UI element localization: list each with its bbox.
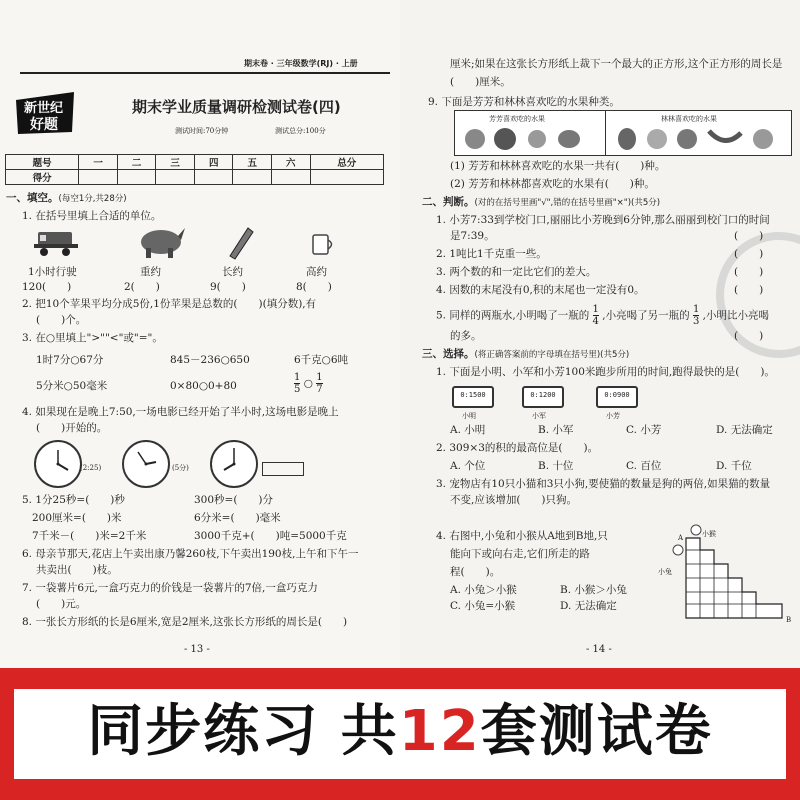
stopwatch-display: 0:0900	[596, 386, 638, 408]
choice-4-cont: 程( )。	[450, 566, 501, 578]
point-b-label: B	[786, 616, 792, 624]
table-cell: 五	[233, 155, 272, 170]
rhino-icon	[136, 222, 186, 260]
q1-answer[interactable]: 120( )	[22, 281, 72, 293]
table-cell[interactable]	[117, 170, 156, 185]
fruit-panel	[454, 110, 792, 156]
fruit-icons-left	[461, 125, 601, 153]
q1-answer[interactable]: 8( )	[296, 281, 332, 293]
clock-tag: (2:25)	[80, 464, 102, 472]
q1-label: 长约	[222, 266, 243, 278]
rabbit-label: 小兔	[658, 568, 672, 576]
q5-item[interactable]: 3000千克+( )吨=5000千克	[194, 530, 347, 542]
question-7-cont: ( )元。	[36, 598, 87, 610]
q5-item[interactable]: 5. 1分25秒=( )秒	[22, 494, 125, 506]
question-8: 8. 一张长方形纸的长是6厘米,宽是2厘米,这张长方形纸的周长是( )	[22, 616, 348, 628]
option[interactable]: C. 小芳	[626, 424, 662, 436]
fruit-right-label: 林林喜欢吃的水果	[661, 115, 717, 123]
q5-item[interactable]: 200厘米=( )米	[32, 512, 122, 524]
question-3: 3. 在○里填上">""<"或"="。	[22, 332, 163, 344]
judge-1-cont: 是7:39。	[450, 230, 495, 242]
table-cell[interactable]	[156, 170, 195, 185]
table-cell: 六	[272, 155, 311, 170]
question-6: 6. 母亲节那天,花店上午卖出康乃馨260枝,下午卖出190枝,上午和下午一	[22, 548, 359, 560]
pencil-icon	[226, 224, 256, 260]
judge-answer[interactable]: ( )	[734, 330, 764, 342]
choice-4: 4. 右图中,小兔和小猴从A地到B地,只	[436, 530, 608, 542]
question-4: 4. 如果现在是晚上7:50,一场电影已经开始了半小时,这场电影是晚上	[22, 406, 339, 418]
option[interactable]: A. 小兔＞小猴	[450, 584, 517, 596]
clock-icon	[210, 440, 258, 488]
clock-icon	[34, 440, 82, 488]
promo-text: 同步练习 共12套测试卷	[87, 699, 713, 764]
staircase-diagram	[656, 524, 796, 624]
fruit-left-label: 芳芳喜欢吃的水果	[489, 115, 545, 123]
choice-1: 1. 下面是小明、小军和小芳100米跑步所用的时间,跑得最快的是( )。	[436, 366, 775, 378]
table-cell: 二	[117, 155, 156, 170]
table-cell: 总分	[310, 155, 383, 170]
exam-time: 测试时间:70分钟	[175, 127, 229, 135]
section-2-title: 二、判断。(对的在括号里画"√",错的在括号里画"×")(共5分)	[422, 196, 661, 208]
judge-2: 2. 1吨比1千克重一些。	[436, 248, 547, 260]
table-row	[6, 170, 384, 185]
table-cell: 四	[194, 155, 233, 170]
question-8-cont: 厘米;如果在这张长方形纸上裁下一个最大的正方形,这个正方形的周长是	[450, 58, 783, 70]
section-3-title: 三、选择。(将正确答案前的字母填在括号里)(共5分)	[422, 348, 630, 360]
exam-title: 期末学业质量调研检测试卷(四)	[132, 98, 341, 116]
option[interactable]: A. 小明	[450, 424, 486, 436]
q3-fraction-compare[interactable]: $\frac{1}{5}$ ○ $\frac{1}{7}$	[294, 372, 323, 395]
question-8-cont: ( )厘米。	[450, 76, 511, 88]
judge-answer[interactable]: ( )	[734, 230, 764, 242]
q3-item[interactable]: 0×80○0+80	[170, 380, 237, 392]
cup-icon	[310, 232, 336, 258]
option[interactable]: A. 个位	[450, 460, 486, 472]
question-9: 9. 下面是芳芳和林林喜欢吃的水果种类。	[428, 96, 620, 108]
point-a-label: A	[678, 534, 684, 542]
page-header: 期末卷 · 三年级数学(RJ) · 上册	[244, 59, 358, 68]
stopwatch-display: 0:1500	[452, 386, 494, 408]
judge-5-cont: 的多。	[450, 330, 482, 342]
clock-icon	[122, 440, 170, 488]
option[interactable]: D. 无法确定	[716, 424, 773, 436]
logo-line2: 好题	[30, 117, 58, 133]
promo-highlight: 12	[398, 699, 481, 764]
fraction: $\frac{1}{7}$	[316, 372, 323, 395]
judge-answer[interactable]: ( )	[734, 266, 764, 278]
page-number: - 14 -	[586, 644, 612, 655]
table-cell[interactable]	[272, 170, 311, 185]
stopwatch-display: 0:1200	[522, 386, 564, 408]
choice-3-cont: 不变,应该增加( )只狗。	[450, 494, 578, 506]
option[interactable]: B. 十位	[538, 460, 574, 472]
brand-logo	[14, 86, 78, 138]
option[interactable]: D. 千位	[716, 460, 752, 472]
question-2: 2. 把10个苹果平均分成5份,1份苹果是总数的( )(填分数),有	[22, 298, 317, 310]
monkey-label: 小猴	[702, 530, 716, 538]
q5-item[interactable]: 7千米－( )米=2千米	[32, 530, 147, 542]
table-cell: 得分	[6, 170, 79, 185]
clock-tag: (5分)	[172, 464, 189, 472]
fraction: $\frac{1}{4}$	[592, 304, 599, 327]
runner-name: 小明	[462, 412, 476, 420]
judge-1: 1. 小芳7:33到学校门口,丽丽比小芳晚到6分钟,那么丽丽到校门口的时间	[436, 214, 770, 226]
fraction: $\frac{1}{5}$	[294, 372, 301, 395]
question-2-cont: ( )个。	[36, 314, 87, 326]
q5-item[interactable]: 6分米=( )毫米	[194, 512, 281, 524]
fruit-icons-right	[613, 125, 788, 153]
q9-sub[interactable]: (1) 芳芳和林林喜欢吃的水果一共有( )种。	[450, 160, 666, 172]
question-7: 7. 一袋薯片6元,一盒巧克力的价钱是一袋薯片的7倍,一盒巧克力	[22, 582, 318, 594]
table-row	[6, 155, 384, 170]
q3-item[interactable]: 1时7分○67分	[36, 354, 104, 366]
q1-answer[interactable]: 9( )	[210, 281, 246, 293]
table-cell[interactable]	[194, 170, 233, 185]
option[interactable]: B. 小军	[538, 424, 574, 436]
judge-answer[interactable]: ( )	[734, 284, 764, 296]
option[interactable]: B. 小猴＞小兔	[560, 584, 627, 596]
score-table	[5, 154, 384, 185]
judge-5: 5. 同样的两瓶水,小明喝了一瓶的 $\frac{1}{4}$ ,小亮喝了另一瓶的 $\frac{1}{3}$ ,小明比小亮喝	[436, 304, 770, 327]
judge-answer[interactable]: ( )	[734, 248, 764, 260]
q1-label: 重约	[140, 266, 161, 278]
option[interactable]: C. 小兔=小猴	[450, 600, 516, 612]
answer-box[interactable]	[262, 462, 304, 476]
choice-3: 3. 宠物店有10只小猫和3只小狗,要使猫的数量是狗的两倍,如果猫的数量	[436, 478, 771, 490]
runner-name: 小芳	[606, 412, 620, 420]
option[interactable]: C. 百位	[626, 460, 662, 472]
q3-item[interactable]: 5分米○50毫米	[36, 380, 108, 392]
section-1-title: 一、填空。(每空1分,共28分)	[6, 192, 127, 204]
q1-label: 1小时行驶	[28, 266, 77, 278]
table-cell[interactable]	[310, 170, 383, 185]
q5-item[interactable]: 300秒=( )分	[194, 494, 274, 506]
table-cell[interactable]	[79, 170, 118, 185]
judge-3: 3. 两个数的和一定比它们的差大。	[436, 266, 597, 278]
left-page	[0, 0, 400, 668]
page-number: - 13 -	[184, 644, 210, 655]
judge-4: 4. 因数的末尾没有0,积的末尾也一定没有0。	[436, 284, 645, 296]
q1-answer[interactable]: 2( )	[124, 281, 160, 293]
header-rule	[20, 72, 390, 74]
question-1: 1. 在括号里填上合适的单位。	[22, 210, 162, 222]
table-cell: 一	[79, 155, 118, 170]
fraction: $\frac{1}{3}$	[692, 304, 700, 327]
exam-total: 测试总分:100分	[275, 127, 326, 135]
table-cell[interactable]	[233, 170, 272, 185]
q1-label: 高约	[306, 266, 327, 278]
train-icon	[30, 226, 80, 260]
option[interactable]: D. 无法确定	[560, 600, 617, 612]
right-page	[400, 0, 800, 668]
question-6-cont: 共卖出( )枝。	[36, 564, 118, 576]
q9-sub[interactable]: (2) 芳芳和林林都喜欢吃的水果有( )种。	[450, 178, 655, 190]
choice-4-cont: 能向下或向右走,它们所走的路	[450, 548, 590, 560]
choice-2: 2. 309×3的积的最高位是( )。	[436, 442, 599, 454]
q3-item[interactable]: 845－236○650	[170, 354, 250, 366]
q3-item[interactable]: 6千克○6吨	[294, 354, 349, 366]
table-cell: 三	[156, 155, 195, 170]
logo-line1: 新世纪	[24, 101, 64, 116]
question-4-cont: ( )开始的。	[36, 422, 108, 434]
runner-name: 小军	[532, 412, 546, 420]
table-cell: 题号	[6, 155, 79, 170]
